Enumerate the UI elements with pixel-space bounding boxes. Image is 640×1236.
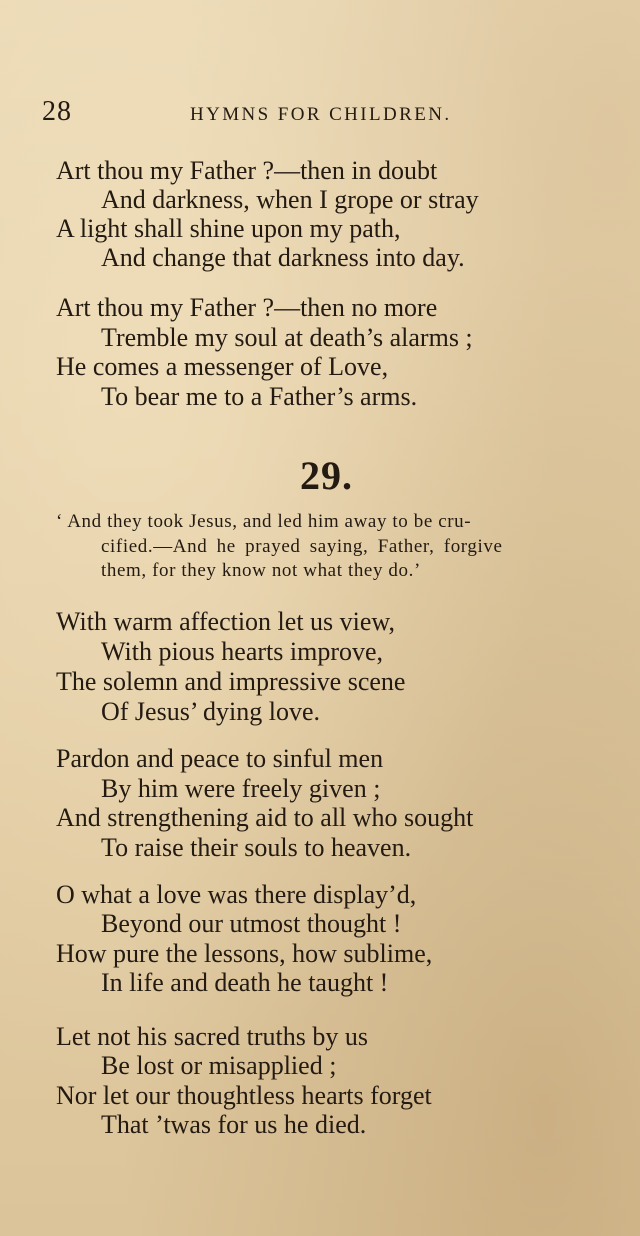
verse-line: O what a love was there display’d,	[56, 880, 417, 909]
verse-line: That ’twas for us he died.	[101, 1110, 367, 1139]
verse-line: How pure the lessons, how sublime,	[56, 939, 433, 968]
verse-line: Beyond our utmost thought !	[101, 909, 402, 938]
page-number: 28	[42, 96, 72, 127]
verse-line: A light shall shine upon my path,	[56, 214, 401, 243]
verse-line: To bear me to a Father’s arms.	[101, 382, 418, 411]
epigraph-line: cified.—And he prayed saying, Father, forgive	[101, 536, 503, 557]
epigraph-line: ‘ And they took Jesus, and led him away to be cru-	[56, 511, 472, 532]
hymn-number: 29.	[300, 453, 353, 498]
verse-line: And strengthening aid to all who sought	[56, 803, 474, 832]
verse-line: Pardon and peace to sinful men	[56, 744, 384, 773]
verse-line: Nor let our thoughtless hearts forget	[56, 1081, 432, 1110]
verse-line: Art thou my Father ?—then in doubt	[56, 156, 438, 185]
verse-line: In life and death he taught !	[101, 968, 389, 997]
verse-line: Of Jesus’ dying love.	[101, 697, 321, 726]
page-header	[42, 96, 482, 136]
verse-line: With pious hearts improve,	[101, 637, 384, 666]
verse-line: Let not his sacred truths by us	[56, 1022, 368, 1051]
verse-line: To raise their souls to heaven.	[101, 833, 412, 862]
epigraph-line: them, for they know not what they do.’	[101, 560, 421, 581]
running-head: HYMNS FOR CHILDREN.	[190, 104, 452, 125]
verse-line: And darkness, when I grope or stray	[101, 185, 479, 214]
verse-line: And change that darkness into day.	[101, 243, 465, 272]
verse-line: He comes a messenger of Love,	[56, 352, 389, 381]
verse-line: Be lost or misapplied ;	[101, 1051, 337, 1080]
verse-line: Art thou my Father ?—then no more	[56, 293, 438, 322]
verse-line: Tremble my soul at death’s alarms ;	[101, 323, 473, 352]
verse-line: With warm affection let us view,	[56, 607, 396, 636]
verse-line: The solemn and impressive scene	[56, 667, 406, 696]
verse-line: By him were freely given ;	[101, 774, 381, 803]
